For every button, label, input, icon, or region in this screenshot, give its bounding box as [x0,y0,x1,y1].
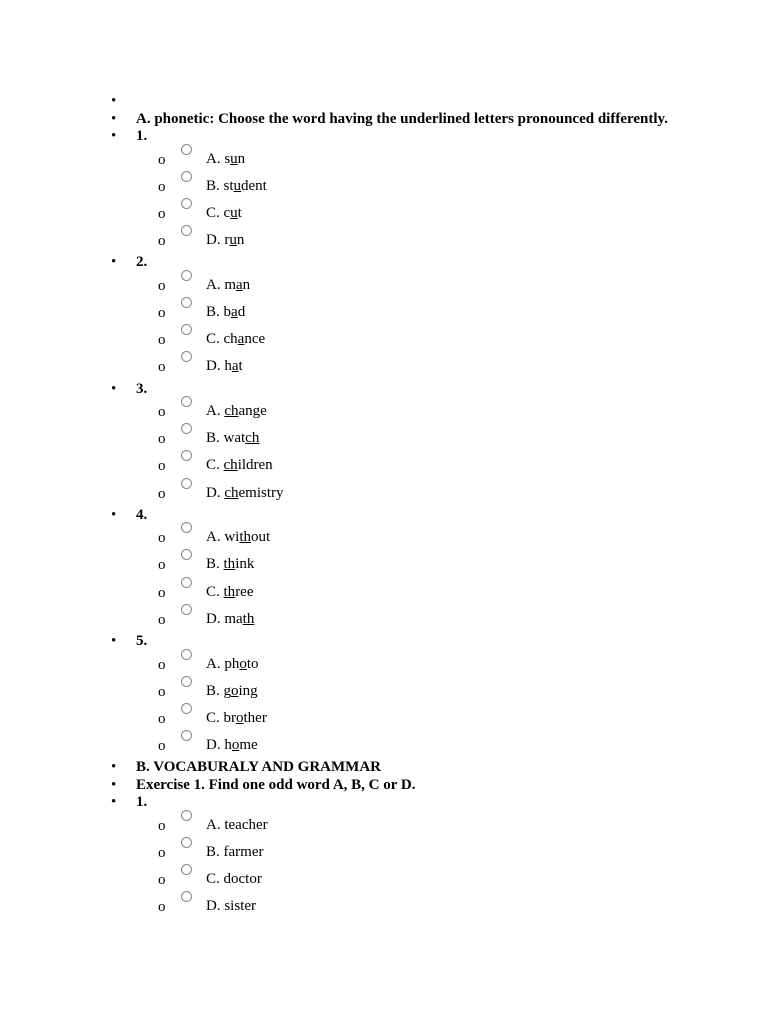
question-number: 1. [136,794,148,811]
answer-label: A. photo [206,655,259,672]
list-item [0,111,768,129]
answer-label: D. home [206,737,258,754]
answer-option [0,678,768,705]
question-heading [0,128,768,146]
option-marker: o [158,683,166,700]
option-marker: o [158,205,166,222]
question-heading [0,381,768,399]
answer-label: B. watch [206,430,260,447]
answer-radio[interactable] [181,549,192,560]
answer-radio[interactable] [181,351,192,362]
question-heading [0,633,768,651]
answer-radio[interactable] [181,522,192,533]
section-heading: B. VOCABURALY AND GRAMMAR [136,759,381,776]
answer-radio[interactable] [181,577,192,588]
answer-option [0,839,768,866]
answer-radio[interactable] [181,649,192,660]
option-marker: o [158,178,166,195]
answer-radio[interactable] [181,703,192,714]
option-marker: o [158,458,166,475]
question-number: 4. [136,506,148,523]
option-marker: o [158,359,166,376]
answer-label: A. change [206,403,267,419]
option-marker: o [158,557,166,574]
answer-option [0,425,768,452]
answer-label: D. chemistry [206,484,284,501]
answer-option [0,353,768,380]
answer-option [0,651,768,678]
answer-label: C. three [206,583,254,600]
answer-label: A. teacher [206,816,268,833]
answer-option [0,812,768,839]
answer-option [0,173,768,200]
underlined-letters: a [237,331,245,348]
answer-option [0,732,768,759]
answer-radio[interactable] [181,891,192,902]
option-marker: o [158,710,166,727]
section-heading: Exercise 1. Find one odd word A, B, C or D. [136,776,416,793]
answer-radio[interactable] [181,676,192,687]
option-marker: o [158,530,166,547]
underlined-letters: ch [224,484,239,501]
underlined-letters: th [242,610,255,627]
bullet-marker: • [111,506,117,523]
section-heading: A. phonetic: Choose the word having the underlined letters pronounced differently. [136,110,668,127]
bullet-marker: • [111,633,117,649]
underlined-letters: u [229,232,237,249]
answer-label: B. think [206,556,255,573]
answer-label: A. sun [206,150,246,167]
answer-label: C. cut [206,204,242,221]
question-heading [0,254,768,272]
answer-option [0,524,768,551]
underlined-letters: th [239,529,252,546]
underlined-letters: o [231,682,239,699]
answer-label: D. run [206,232,245,249]
underlined-letters: u [233,177,242,194]
answer-radio[interactable] [181,171,192,182]
option-marker: o [158,656,166,673]
underlined-letters: u [230,150,238,167]
list-item [0,759,768,777]
list-item [0,93,768,111]
question-number: 2. [136,254,148,271]
answer-radio[interactable] [181,478,192,489]
bullet-marker: • [111,794,117,811]
answer-radio[interactable] [181,730,192,741]
underlined-letters: a [231,358,239,375]
answer-radio[interactable] [181,450,192,461]
underlined-letters: ch [223,457,238,474]
answer-label: B. student [206,177,267,194]
answer-option [0,326,768,353]
answer-radio[interactable] [181,604,192,615]
answer-radio[interactable] [181,423,192,434]
option-marker: o [158,584,166,601]
answer-option [0,146,768,173]
answer-label: B. farmer [206,843,264,860]
bullet-marker: • [111,93,117,109]
question-heading [0,794,768,812]
answer-option [0,893,768,920]
answer-label: D. sister [206,898,256,915]
answer-radio[interactable] [181,864,192,875]
answer-label: B. going [206,682,258,699]
underlined-letters: o [239,655,247,672]
option-marker: o [158,872,166,889]
underlined-letters: ch [224,403,239,419]
answer-option [0,866,768,893]
bullet-marker: • [111,776,117,793]
answer-label: A. man [206,276,251,293]
answer-radio[interactable] [181,297,192,308]
answer-radio[interactable] [181,144,192,155]
option-marker: o [158,332,166,349]
bullet-marker: • [111,110,117,127]
underlined-letters: o [236,709,244,726]
answer-option [0,200,768,227]
option-marker: o [158,899,166,916]
option-marker: o [158,844,166,861]
underlined-letters: a [231,303,238,320]
underlined-letters: a [236,276,243,293]
answer-radio[interactable] [181,198,192,209]
option-marker: o [158,277,166,294]
answer-option [0,606,768,633]
option-marker: o [158,151,166,168]
answer-label: C. doctor [206,871,262,888]
underlined-letters: o [231,737,240,754]
answer-label: D. math [206,610,255,627]
answer-option [0,398,768,425]
list-item [0,777,768,795]
question-number: 3. [136,380,148,397]
answer-label: C. chance [206,331,266,348]
bullet-marker: • [111,254,117,271]
answer-label: A. without [206,529,271,546]
option-marker: o [158,233,166,250]
answer-label: C. children [206,457,273,474]
answer-label: C. brother [206,709,267,726]
answer-option [0,480,768,507]
quiz-document [0,93,768,921]
answer-option [0,452,768,479]
question-number: 5. [136,633,148,649]
underlined-letters: th [223,583,236,600]
answer-option [0,272,768,299]
option-marker: o [158,738,166,755]
bullet-marker: • [111,128,117,144]
question-heading [0,507,768,525]
underlined-letters: th [223,556,236,573]
answer-option [0,705,768,732]
option-marker: o [158,404,166,420]
answer-option [0,227,768,254]
option-marker: o [158,304,166,321]
answer-radio[interactable] [181,810,192,821]
bullet-marker: • [111,759,117,776]
answer-option [0,579,768,606]
option-marker: o [158,485,166,502]
answer-option [0,551,768,578]
bullet-marker: • [111,380,117,397]
answer-radio[interactable] [181,396,192,407]
answer-label: D. hat [206,358,243,375]
underlined-letters: ch [245,430,260,447]
answer-radio[interactable] [181,324,192,335]
option-marker: o [158,817,166,834]
answer-radio[interactable] [181,270,192,281]
answer-radio[interactable] [181,837,192,848]
answer-label: B. bad [206,303,246,320]
question-number: 1. [136,128,148,144]
answer-radio[interactable] [181,225,192,236]
underlined-letters: u [230,204,238,221]
answer-option [0,299,768,326]
option-marker: o [158,611,166,628]
option-marker: o [158,431,166,448]
